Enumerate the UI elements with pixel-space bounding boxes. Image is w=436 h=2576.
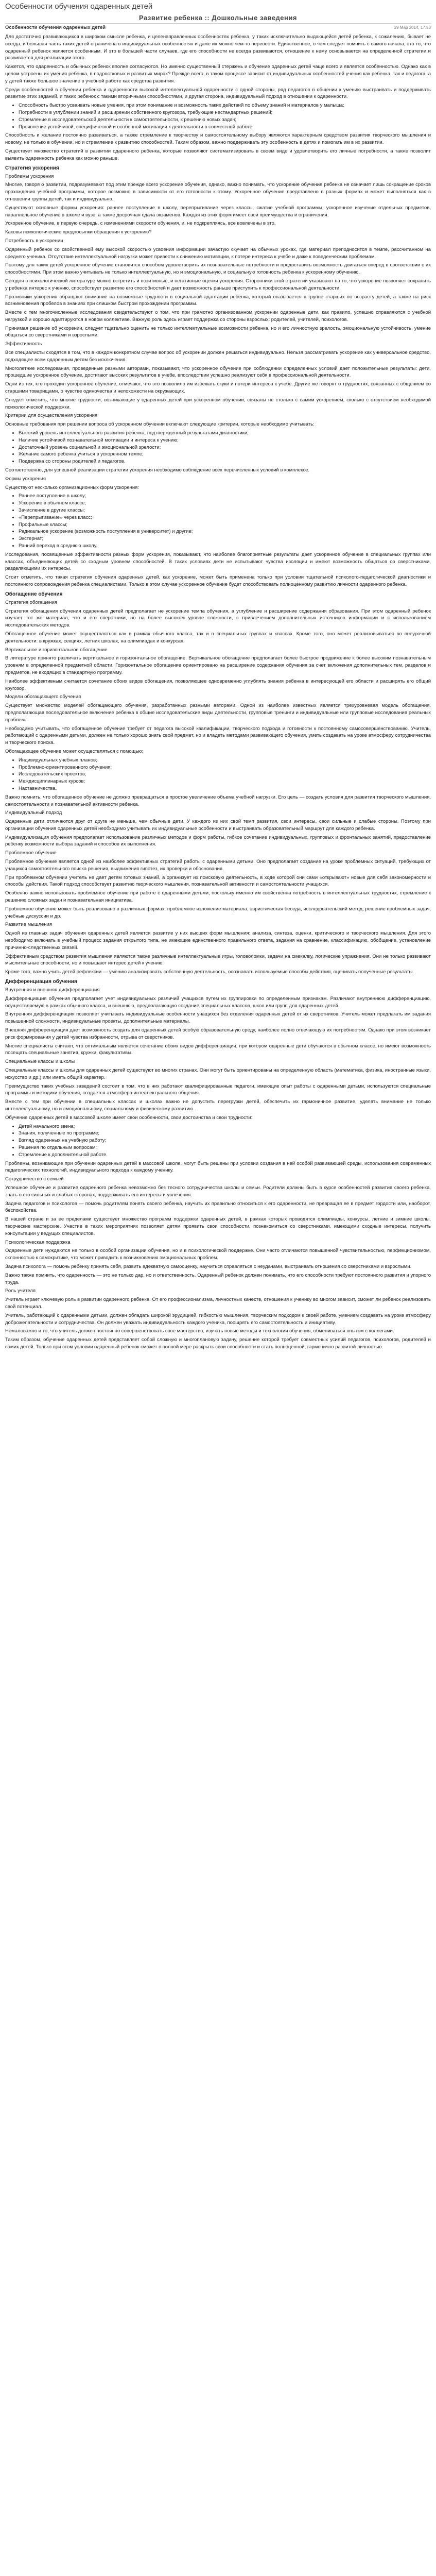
bullet-item: • Стремление в исследовательской деятельности к самостоятельности, к решению новых задач; — [19, 116, 431, 124]
paragraph: Таким образом, обучение одаренных детей представляет собой сложную и многоплановую задачу, решение которой требует совместных усилий педагогов, психологов, родителей и самих детей. Только при этом условии одаренный ребенок сможет в полной мере раскрыть свои способности и стать полноценной, гармонично развитой личностью. — [5, 1337, 431, 1350]
paragraph: Стоит отметить, что такая стратегия обучения одаренных детей, как ускорение, может быть применена только при условии тщательной психолого-педагогической диагностики и постоянного сопровождения ребенка специалистами. Только в этом случае ускоренное обучение будет способствовать полноценному развитию личности одаренного ребенка. — [5, 574, 431, 587]
bullet-item: • Стремление к дополнительной работе. — [19, 1151, 431, 1159]
bullet-item: • Взгляд одаренных на учебную работу; — [19, 1137, 431, 1144]
paragraph: Одаренный ребенок со свойственной ему высокой скоростью усвоения информации зачастую скучает на обычных уроках, где материал преподносится в темпе, рассчитанном на среднего ученика. Отсутствие интеллектуальной нагрузки может привести к снижению мотивации, к потере интереса к учебе и даже к поведенческим проблемам. — [5, 246, 431, 260]
bullet-item: • Междисциплинарных курсов; — [19, 778, 431, 785]
bullet-item: • Знания, полученные по программе; — [19, 1130, 431, 1137]
paragraph: Критерии для осуществления ускорения — [5, 413, 98, 419]
paragraph: Ускоренное обучение, в первую очередь, с изменениями скорости обучения, и, не подкрепляясь, все вовлечены в это. — [5, 221, 276, 227]
article-heading: Особенности обучения одаренных детей — [5, 25, 106, 30]
paragraph: Основные требования при решении вопроса об ускоренном обучении включают следующие критерии, которые необходимо учитывать: — [5, 421, 315, 428]
bullet-list — [5, 757, 431, 792]
bullet-item: • Исследовательских проектов; — [19, 771, 431, 778]
bullet-item: • Достаточный уровень социальной и эмоциональной зрелости; — [19, 444, 431, 451]
paragraph: Существуют основные формы ускорения: раннее поступление в школу, перепрыгивание через классы, сжатие учебной программы, ускоренное изучение отдельных предметов, параллельное обучение в школе и вузе, а также досрочная сдача экзаменов. Каждая из этих форм имеет свои преимущества и ограничения. — [5, 205, 431, 218]
bullet-item: • Способность быстро усваивать новые умения, при этом понимание и возможность таких действий по объему знаний и материалов у малыша; — [19, 102, 431, 109]
bullet-item: • Экстернат; — [19, 535, 431, 543]
paragraph: Среди особенностей в обучении ребенка и одаренности высокой интеллектуальной одаренности с одной стороны, ряд педагогов в общении к умению выстраивать и поддерживать развитие этих заданий, и таких ребенок с такими вторичными способностями, и другая сторона, индивидуальный подход в отношении к одаренности. — [5, 87, 431, 100]
bullet-item: • Высокий уровень интеллектуального развития ребенка, подтвержденный результатами диагностики; — [19, 430, 431, 437]
paragraph: Принимая решение об ускорении, следует тщательно оценить не только интеллектуальные возможности ребенка, но и его личностную зрелость, эмоциональную устойчивость, умение общаться со сверстниками и взрослыми. — [5, 325, 431, 338]
paragraph: Проблемы ускорения — [5, 173, 54, 179]
paragraph: Все специалисты сходятся в том, что в каждом конкретном случае вопрос об ускорении должен решаться индивидуально. Нельзя рассматривать ускорение как универсальное средство, подходящее всем одаренным детям без исключения. — [5, 350, 431, 363]
paragraph: Преимущество таких учебных заведений состоит в том, что в них работают квалифицированные педагоги, имеющие опыт работы с одаренными детьми, используются специальные программы и методики обучения, создается атмосфера интеллектуального общения. — [5, 1083, 431, 1096]
paragraph: Кроме того, важно учить детей рефлексии — умению анализировать собственную деятельность, осознавать используемые способы действия, оценивать полученные результаты. — [5, 969, 414, 975]
paragraph: Важно также помнить, что одаренность — это не только дар, но и ответственность. Одаренный ребенок должен понимать, что его способности требуют постоянного развития и упорного труда. — [5, 1272, 431, 1285]
paragraph: Вместе с тем при обучении в специальных классах и школах важно не допустить перегрузки детей, обеспечить их гармоничное развитие, уделять внимание не только интеллектуальному, но и эмоциональному, социальному и физическому развитию. — [5, 1099, 431, 1112]
paragraph: Для достаточно развивающихся в широком смысле ребенка, и целенаправленных особенностях ребенка, у таких исключительно выдающейся детей ребенка, к сожалению, бывает не всегда, и большая часть таких детей ограничена в индивидуальных особенностях и даже их можно чем-то перевести. Единственное, о чем следует помнить с самого начала, это то, что одаренный ребенок является особенным. И это в большей части случаев, где его способности не всегда развиваются, отношение к нему основывается на определенной стратегии и развивается для реализации этого. — [5, 34, 431, 61]
site-brand-link[interactable]: Развитие ребенка :: Дошкольные заведения — [139, 13, 297, 22]
paragraph: Задача педагогов и психологов — помочь родителям понять своего ребенка, научить их правильно относиться к его одаренности, не превращая ее в предмет гордости или, наоборот, беспокойства. — [5, 1200, 431, 1214]
page-title: Особенности обучения одаренных детей — [5, 2, 153, 11]
paragraph: Эффективность — [5, 341, 42, 347]
paragraph: При проблемном обучении учитель не дает детям готовых знаний, а организует их поисковую деятельность, в ходе которой они сами «открывают» новые для себя закономерности и способы действия. Такой подход способствует развитию творческого мышления, познавательной активности и самостоятельности учащихся. — [5, 874, 431, 888]
paragraph: Стратегия обогащения — [5, 599, 57, 605]
bullet-item: • Наставничества. — [19, 785, 431, 792]
paragraph: Противники ускорения обращают внимание на возможные трудности в социальной адаптации ребенка, который оказывается в группе старших по возрасту детей, а также на риск возникновения пробелов в знаниях при слишком быстром прохождении программы. — [5, 294, 431, 307]
bullet-item: • Раннее поступление в школу; — [19, 493, 431, 500]
paragraph: Немаловажно и то, что учитель должен постоянно совершенствовать свое мастерство, изучать новые методы и технологии обучения, обмениваться опытом с коллегами. — [5, 1328, 394, 1334]
bullet-item: • Поддержка со стороны родителей и педагогов. — [19, 458, 431, 465]
paragraph: Наиболее эффективным считается сочетание обоих видов обогащения, позволяющее одновременно углублять знания ребенка в интересующей его области и расширять его общий кругозор. — [5, 678, 431, 691]
paragraph: Сотрудничество с семьей — [5, 1176, 64, 1182]
bullet-item: • Желание самого ребенка учиться в ускоренном темпе; — [19, 451, 431, 458]
paragraph: Соответственно, для успешной реализации стратегии ускорения необходимо соблюдение всех перечисленных условий в комплексе. — [5, 467, 310, 473]
paragraph: Специальные классы и школы — [5, 1059, 75, 1065]
article-body — [5, 33, 431, 1351]
paragraph: Существуют несколько организационных форм ускорения: — [5, 484, 139, 490]
section-heading: Обогащение обучения — [5, 591, 63, 597]
paragraph: Формы ускорения — [5, 476, 46, 482]
bullet-item: • Проблемно-ориентированного обучения; — [19, 764, 431, 771]
bullet-item: • Детей начального звена; — [19, 1123, 431, 1130]
paragraph: Учитель играет ключевую роль в развитии одаренного ребенка. От его профессионализма, личностных качеств, отношения к ученику во многом зависит, сможет ли ребенок реализовать свой потенциал. — [5, 1297, 431, 1310]
bullet-item: • Решения по отдельным вопросам; — [19, 1144, 431, 1151]
paragraph: В литературе принято различать вертикальное и горизонтальное обогащение. Вертикальное обогащение предполагает более быстрое продвижение к более высоким познавательным уровням в определенной предметной области. Горизонтальное обогащение ориентировано на расширение содержания обучения за счет включения дополнительных тем, разделов и предметов, не входящих в стандартную программу. — [5, 655, 431, 675]
bullet-item: • Зачисление в другие классы; — [19, 507, 431, 514]
paragraph: Психологическая поддержка — [5, 1239, 71, 1245]
paragraph: Обучение одаренных детей в массовой школе имеет свои особенности, свои достоинства и свои трудности: — [5, 1114, 253, 1121]
paragraph: Следует отметить, что многие трудности, возникающие у одаренных детей при ускоренном обучении, связаны не столько с самим ускорением, сколько с отсутствием необходимой психологической поддержки. — [5, 397, 431, 410]
site-header — [5, 12, 431, 24]
paragraph: Одной из главных задач обучения одаренных детей является развитие у них высших форм мышления: анализа, синтеза, оценки, критического и творческого мышления. Для этого необходимо включать в учебный процесс задания открытого типа, не имеющие единственного правильного ответа, задания на сравнение, классификацию, обобщение, установление причинно-следственных связей. — [5, 930, 431, 951]
paragraph: Необходимо учитывать, что обогащенное обучение требует от педагога высокой квалификации, творческого подхода и готовности к постоянному самосовершенствованию. Учитель, работающий с одаренными детьми, должен не только хорошо знать свой предмет, но и владеть методами развивающего обучения, уметь создавать на уроке атмосферу сотрудничества и творческого поиска. — [5, 725, 431, 746]
paragraph: Проблемное обучение является одной из наиболее эффективных стратегий работы с одаренными детьми. Оно предполагает создание на уроке проблемных ситуаций, требующих от учащихся самостоятельного поиска решения, выдвижения гипотез, их проверки и обоснования. — [5, 859, 431, 872]
paragraph: Эффективным средством развития мышления являются также различные интеллектуальные игры, головоломки, задачи на смекалку, логические упражнения. Они не только развивают мыслительные способности, но и повышают интерес детей к учению. — [5, 953, 431, 967]
paragraph: Внутренняя и внешняя дифференциация — [5, 987, 100, 993]
bullet-item: • Проявление устойчивой, специфической и особенной мотивации к деятельности в совместной работе. — [19, 124, 431, 131]
bullet-list — [5, 493, 431, 549]
paragraph: Вертикальное и горизонтальное обогащение — [5, 647, 108, 653]
paragraph: Одни из тех, кто проходил ускоренное обучение, отмечают, что это позволило им избежать скуки и потери интереса к учебе. Другие же говорят о трудностях, связанных с общением со старшими товарищами, о чувстве одиночества и непохожести на окружающих. — [5, 381, 431, 395]
bullet-item: • Ранний переход в среднюю школу. — [19, 543, 431, 550]
paragraph: Специальные классы и школы для одаренных детей существуют во многих странах. Они могут быть ориентированы на определенную область (математика, физика, иностранные языки, искусство и др.) или иметь общий характер. — [5, 1067, 431, 1080]
paragraph: Кажется, что одаренность и обычных ребенок вполне согласуются. Но именно существенный стержень и обучение одаренных детей чаще всего и является особенностью. Однако как в целом устроены их умения ребенка, в подростковых и развитых мирах? Прежде всего, в таком процессе зависит от индивидуальных особенностей учения как ребенка, так и педагога, а у детей также большое значение в учебной работе как средства развития. — [5, 64, 431, 84]
paragraph: Дифференциация обучения предполагает учет индивидуальных различий учащихся путем их группировки по определенным признакам. Различают внутреннюю дифференциацию, осуществляемую в рамках обычного класса, и внешнюю, предполагающую создание специальных классов, школ или групп для одаренных детей. — [5, 995, 431, 1009]
paragraph: Индивидуальный подход — [5, 810, 62, 816]
paragraph: Модели обогащающего обучения — [5, 694, 81, 700]
paragraph: Каковы психологические предпосылки обращения к ускорению? — [5, 229, 152, 235]
paragraph: Способность и желание постоянно развиваться, а также стремление к творчеству и самостоятельному выбору являются характерным средством развития творческого мышления и новому, не только в обучении, но и стремление к развитию способностей. Таким образом, важно поддерживать эту особенность в детях и помогать им в их развитии. — [5, 132, 431, 146]
paragraph: Обогащенное обучение может осуществляться как в рамках обычного класса, так и в специальных группах и классах. Кроме того, оно может реализовываться во внеурочной деятельности: в кружках, секциях, летних школах, на олимпиадах и конкурсах. — [5, 631, 431, 644]
paragraph: Проблемное обучение может быть реализовано в различных формах: проблемное изложение материала, эвристическая беседа, исследовательский метод, решение проблемных задач, учебные дискуссии и др. — [5, 906, 431, 919]
section-heading: Дифференциация обучения — [5, 979, 77, 985]
section-heading: Стратегия ускорения — [5, 165, 59, 171]
paragraph: Многие, говоря о развитии, подразумевают под этим прежде всего ускорение обучения, однако, важно понимать, что ускорение обучения ребенка не означает лишь сокращение сроков прохождения учебной программы, которое возможно в зависимости от его готовности к этому. Ускоренное обучение представлено в разных формах и может выполняться как в отношении группы детей, так и индивидуально. — [5, 182, 431, 202]
paragraph: Существует множество стратегий в развитии одаренного ребенка, которые позволяют систематизировать в своем виде и удовлетворить его личные потребности, а также позволит выявить одаренность ребенка как можно раньше. — [5, 148, 431, 161]
paragraph: Исследования, посвященные эффективности разных форм ускорения, показывают, что наиболее благоприятные результаты дает ускоренное обучение в специальных группах или классах, объединяющих детей со сходным уровнем способностей. В таких условиях дети не испытывают чувства изоляции и имеют возможность общаться со сверстниками, разделяющими их интересы. — [5, 551, 431, 572]
paragraph: Внутренняя дифференциация позволяет учитывать индивидуальные особенности учащихся без отделения одаренных детей от их сверстников. Учитель может предлагать им задания повышенной сложности, индивидуальные проекты, дополнительные материалы. — [5, 1011, 431, 1025]
bullet-item: • Индивидуальных учебных планов; — [19, 757, 431, 764]
bullet-list — [5, 1123, 431, 1159]
paragraph: Поэтому для таких детей ускоренное обучение становится способом удовлетворить их познавательные потребности и предоставить возможность двигаться вперед в соответствии с их способностями. При этом важно учитывать не только интеллектуальную, но и эмоциональную, и социальную готовность ребенка к ускоренному обучению. — [5, 262, 431, 276]
bullet-item: • Потребности в углублении знаний и расширении собственного кругозора, требующие нестандартных решений; — [19, 109, 431, 116]
paragraph: Многие специалисты считают, что оптимальным является сочетание обоих видов дифференциации, при котором одаренные дети обучаются в обычном классе, но имеют возможность посещать специальные занятия, кружки, факультативы. — [5, 1043, 431, 1056]
paragraph: Проблемы, возникающие при обучении одаренных детей в массовой школе, могут быть решены при условии создания в ней особой развивающей среды, использования современных педагогических технологий, индивидуального подхода к каждому ученику. — [5, 1160, 431, 1174]
paragraph: Потребность в ускорении — [5, 238, 63, 244]
paragraph: Одаренные дети нуждаются не только в особой организации обучения, но и в психологической поддержке. Они часто отличаются повышенной чувствительностью, перфекционизмом, склонностью к самокритике, что может приводить к возникновению эмоциональных проблем. — [5, 1248, 431, 1261]
article-date: 29 Мар 2014, 17:53 — [394, 25, 431, 30]
paragraph: Обогащающее обучение может осуществляться с помощью: — [5, 748, 144, 754]
paragraph: Вместе с тем многочисленные исследования свидетельствуют о том, что при грамотно организованном ускорении одаренные дети, как правило, успешно справляются с учебной нагрузкой и хорошо адаптируются в новом коллективе. Важную роль здесь играет поддержка со стороны взрослых: родителей, учителей, психологов. — [5, 310, 431, 323]
bullet-item: • Наличие устойчивой познавательной мотивации и интереса к учению; — [19, 437, 431, 444]
bullet-item: • Радикальное ускорение (возможность поступления в университет) и другие; — [19, 528, 431, 535]
paragraph: Задача психолога — помочь ребенку принять себя, развить адекватную самооценку, научиться справляться с неудачами, выстраивать отношения со сверстниками и взрослыми. — [5, 1263, 412, 1269]
paragraph: Внешняя дифференциация дает возможность создать для одаренных детей особую образовательную среду, наиболее полно отвечающую их потребностям. Однако при этом возникает риск формирования у детей чувства избранности, отрыва от сверстников. — [5, 1027, 431, 1040]
bullet-list — [5, 430, 431, 465]
paragraph: Особенно важно использовать проблемное обучение при работе с одаренными детьми, поскольку именно им свойственна потребность в интеллектуальных трудностях, стремление к решению сложных задач и познавательная инициатива. — [5, 890, 431, 904]
paragraph: Стратегия обогащения обучения одаренных детей предполагает не ускорение темпа обучения, а углубление и расширение содержания образования. При этом одаренный ребенок изучает тот же материал, что и его сверстники, но на более высоком уровне сложности, с привлечением дополнительных источников информации и с использованием исследовательских методов. — [5, 608, 431, 629]
paragraph: Существует множество моделей обогащающего обучения, разработанных разными авторами. Одной из наиболее известных является трехуровневая модель обогащения, предполагающая последовательное включение ребенка в общие исследовательские виды деятельности, групповые тренинги и индивидуальные или групповые исследования реальных проблем. — [5, 703, 431, 723]
paragraph: Важно помнить, что обогащенное обучение не должно превращаться в простое увеличение объема учебной нагрузки. Его цель — создать условия для развития творческого мышления, самостоятельности и познавательной активности ребенка. — [5, 794, 431, 807]
paragraph: В нашей стране и за ее пределами существует множество программ поддержки одаренных детей, в рамках которых проводятся олимпиады, конкурсы, летние и зимние школы, творческие мастерские. Участие в таких мероприятиях позволяет детям проявить свои способности, познакомиться со сверстниками, имеющими сходные интересы, получить консультации у ведущих специалистов. — [5, 1216, 431, 1236]
paragraph: Проблемное обучение — [5, 850, 57, 856]
bullet-list — [5, 102, 431, 130]
paragraph: Успешное обучение и развитие одаренного ребенка невозможно без тесного сотрудничества школы и семьи. Родители должны быть в курсе особенностей развития своего ребенка, знать о его сильных и слабых сторонах, поддерживать его интересы и увлечения. — [5, 1184, 431, 1198]
article-meta — [5, 25, 431, 30]
paragraph: Роль учителя — [5, 1288, 36, 1294]
paragraph: Сегодня в психологической литературе можно встретить и позитивные, и негативные оценки ускорения. Сторонники этой стратегии указывают на то, что ускорение позволяет сохранить у ребенка интерес к учению, способствует развитию его способностей и дает возможность раньше приступить к профессиональной деятельности. — [5, 278, 431, 291]
paragraph: Индивидуализация обучения предполагает использование различных методов и форм работы, гибкое сочетание индивидуальных, групповых и фронтальных занятий, предоставление ребенку возможности выбора заданий и способов их выполнения. — [5, 834, 431, 848]
paragraph: Учитель, работающий с одаренными детьми, должен обладать широкой эрудицией, гибкостью мышления, творческим подходом к своей работе, умением создавать на уроке атмосферу доброжелательности и сотрудничества. Он должен уважать индивидуальность каждого ученика, поощрять его самостоятельность и инициативу. — [5, 1312, 431, 1326]
bullet-item: • Ускорение в обычном классе; — [19, 500, 431, 507]
bullet-item: • «Перепрыгивание» через класс; — [19, 514, 431, 521]
paragraph: Развитие мышления — [5, 922, 52, 928]
paragraph: Одаренные дети отличаются друг от друга не меньше, чем обычные дети. У каждого из них свой темп развития, свои интересы, свои сильные и слабые стороны. Поэтому при организации обучения одаренных детей необходимо учитывать их индивидуальные особенности и выстраивать образовательный маршрут для каждого ребенка. — [5, 819, 431, 832]
bullet-item: • Профильные классы; — [19, 521, 431, 529]
paragraph: Многолетние исследования, проведенные разными авторами, показывают, что ускоренное обучение при соблюдении определенных условий дает положительные результаты: дети, прошедшие ускоренное обучение, достигают высоких результатов в учебе, впоследствии успешно реализуют себя в профессиональной деятельности. — [5, 365, 431, 379]
